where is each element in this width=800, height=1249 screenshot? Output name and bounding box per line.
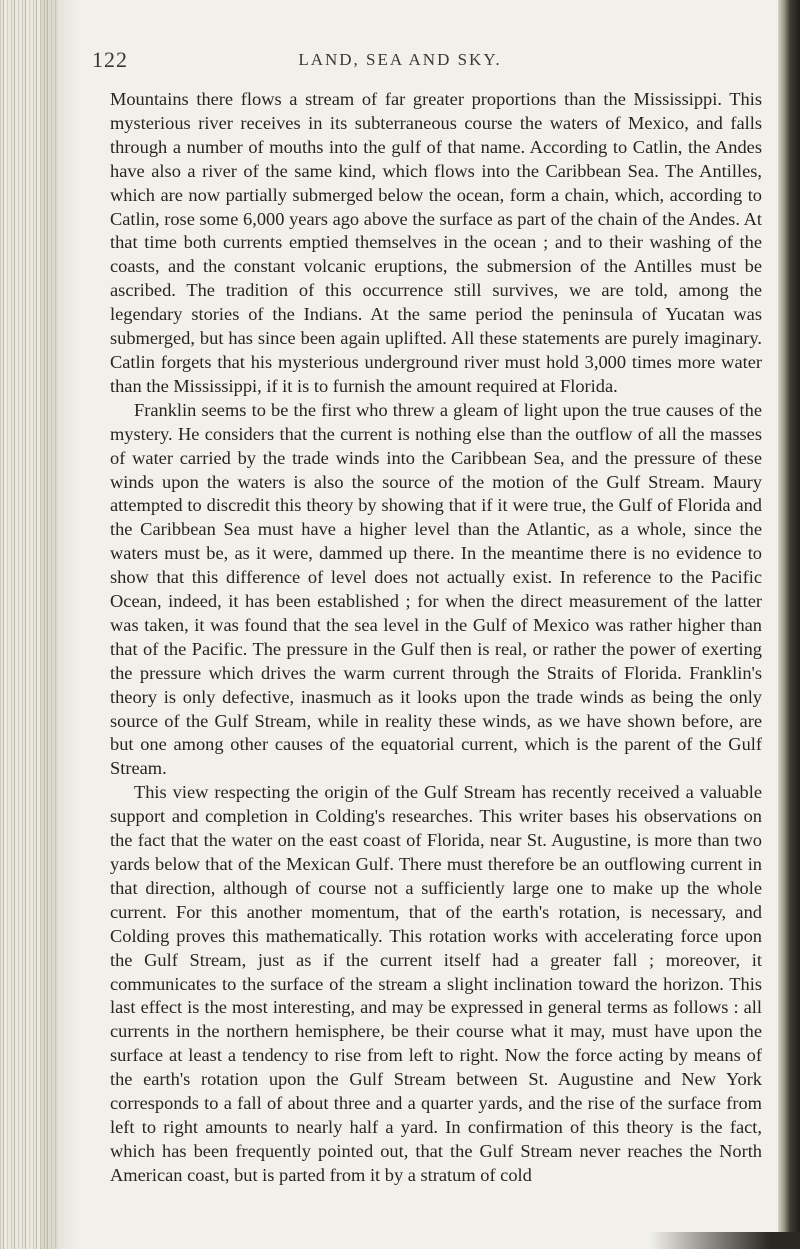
page-edge-right <box>778 0 800 1249</box>
page-edge-bottom <box>650 1232 800 1249</box>
page-number: 122 <box>92 47 128 72</box>
running-title: LAND, SEA AND SKY. <box>298 50 502 69</box>
gutter-shadow <box>40 0 80 1249</box>
page-header <box>0 47 800 75</box>
paragraph-2: Franklin seems to be the first who threw a gleam of light upon the true causes of the mystery. He considers that the current is nothing else than the outflow of all the masses of water carried by the trade winds into the Caribbean Sea, and the pressure of these winds upon the waters is also the source of the motion of the Gulf Stream. Maury attempted to discredit this theory by showing that if it were true, the Gulf of Florida and the Caribbean Sea must have a higher level than the Atlantic, as a whole, since the waters must be, as it were, dammed up there. In the meantime there is no evidence to show that this difference of level does not actually exist. In reference to the Pacific Ocean, indeed, it has been established ; for when the direct measurement of the latter was taken, it was found that the sea level in the Gulf of Mexico was rather higher than that of the Pacific. The pressure in the Gulf then is real, or rather the power of exerting the pressure which drives the warm current through the Straits of Florida. Franklin's theory is only defective, inasmuch as it looks upon the trade winds as being the only source of the Gulf Stream, while in reality these winds, as we have shown before, are but one among other causes of the equatorial current, which is the parent of the Gulf Stream. <box>110 399 762 779</box>
paragraph-1: Mountains there flows a stream of far greater proportions than the Mississippi. This mysterious river receives in its subterraneous course the waters of Mexico, and falls through a number of mouths into the gulf of that name. According to Catlin, the Andes have also a river of the same kind, which flows into the Caribbean Sea. The Antilles, which are now partially submerged below the ocean, form a chain, which, according to Catlin, rose some 6,000 years ago above the surface as part of the chain of the Andes. At that time both currents emptied themselves in the ocean ; and to their washing of the coasts, and the constant volcanic eruptions, the submersion of the Antilles must be ascribed. The tradition of this occurrence still survives, we are told, among the legendary stories of the Indians. At the same period the peninsula of Yucatan was submerged, but has since been again uplifted. All these statements are purely imaginary. Catlin forgets that his mysterious underground river must hold 3,000 times more water than the Mississippi, if it is to furnish the amount required at Florida. <box>110 89 762 396</box>
body-text <box>110 88 762 1188</box>
paragraph-3: This view respecting the origin of the Gulf Stream has recently received a valuable support and completion in Colding's researches. This writer bases his observations on the fact that the water on the east coast of Florida, near St. Augustine, is more than two yards below that of the Mexican Gulf. There must therefore be an outflowing current in that direction, although of course not a sufficiently large one to make up the whole current. For this another momentum, that of the earth's rotation, is necessary, and Colding proves this mathematically. This rotation works with accelerating force upon the Gulf Stream, just as if the current itself had a greater fall ; moreover, it communicates to the surface of the stream a slight inclination toward the horizon. This last effect is the most interesting, and may be expressed in general terms as follows : all currents in the northern hemisphere, be their course what it may, must have upon the surface at least a tendency to rise from left to right. Now the force acting by means of the earth's rotation upon the Gulf Stream between St. Augustine and New York corresponds to a fall of about three and a quarter yards, and the rise of the surface from left to right amounts to nearly half a yard. In confirmation of this theory is the fact, which has been frequently pointed out, that the Gulf Stream never reaches the North American coast, but is parted from it by a stratum of cold <box>110 782 762 1185</box>
